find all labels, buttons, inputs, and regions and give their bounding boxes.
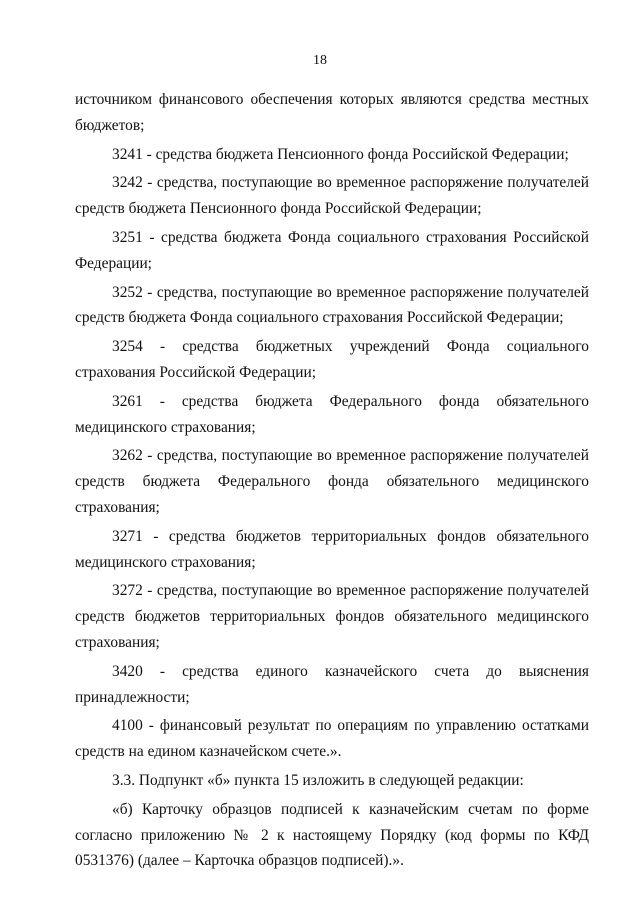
paragraph-code-3272: 3272 - средства, поступающие во временное распоряжение получателей средств бюджетов территориальных фондов обязательного медицинского страхования; [75, 582, 589, 651]
paragraph-code-3262: 3262 - средства, поступающие во временное распоряжение получателей средств бюджета Федерального фонда обязательного медицинского страхования; [75, 447, 589, 516]
paragraph-code-3420: 3420 - средства единого казначейского счета до выяснения принадлежности; [75, 662, 589, 706]
paragraph-code-3271: 3271 - средства бюджетов территориальных фондов обязательного медицинского страхования; [75, 527, 589, 571]
page-number: 18 [313, 53, 327, 68]
paragraph-code-3241: 3241 - средства бюджета Пенсионного фонда Российской Федерации; [112, 145, 569, 163]
paragraph-code-3254: 3254 - средства бюджетных учреждений Фонда социального страхования Российской Федерации; [75, 338, 589, 381]
paragraph-code-3261: 3261 - средства бюджета Федерального фонда обязательного медицинского страхования; [75, 392, 589, 436]
paragraph-section-3-3: 3.3. Подпункт «б» пункта 15 изложить в следующей редакции: [112, 771, 524, 789]
paragraph-code-3252: 3252 - средства, поступающие во временное распоряжение получателей средств бюджета Фонда социального страхования Российской Федерации; [75, 283, 589, 327]
paragraph-subclause-b: «б) Карточку образцов подписей к казначейским счетам по форме согласно приложению № 2 к настоящему Порядку (код формы по КФД 0531376) (далее – Карточка образцов подписей).». [75, 800, 589, 870]
document-body [75, 87, 589, 877]
paragraph-continuation: источником финансового обеспечения которых являются средства местных бюджетов; [75, 91, 589, 134]
paragraph-code-3242: 3242 - средства, поступающие во временное распоряжение получателей средств бюджета Пенсионного фонда Российской Федерации; [75, 174, 589, 218]
paragraph-code-3251: 3251 - средства бюджета Фонда социального страхования Российской Федерации; [75, 228, 589, 272]
paragraph-code-4100: 4100 - финансовый результат по операциям по управлению остатками средств на едином казначейском счете.». [75, 717, 589, 761]
